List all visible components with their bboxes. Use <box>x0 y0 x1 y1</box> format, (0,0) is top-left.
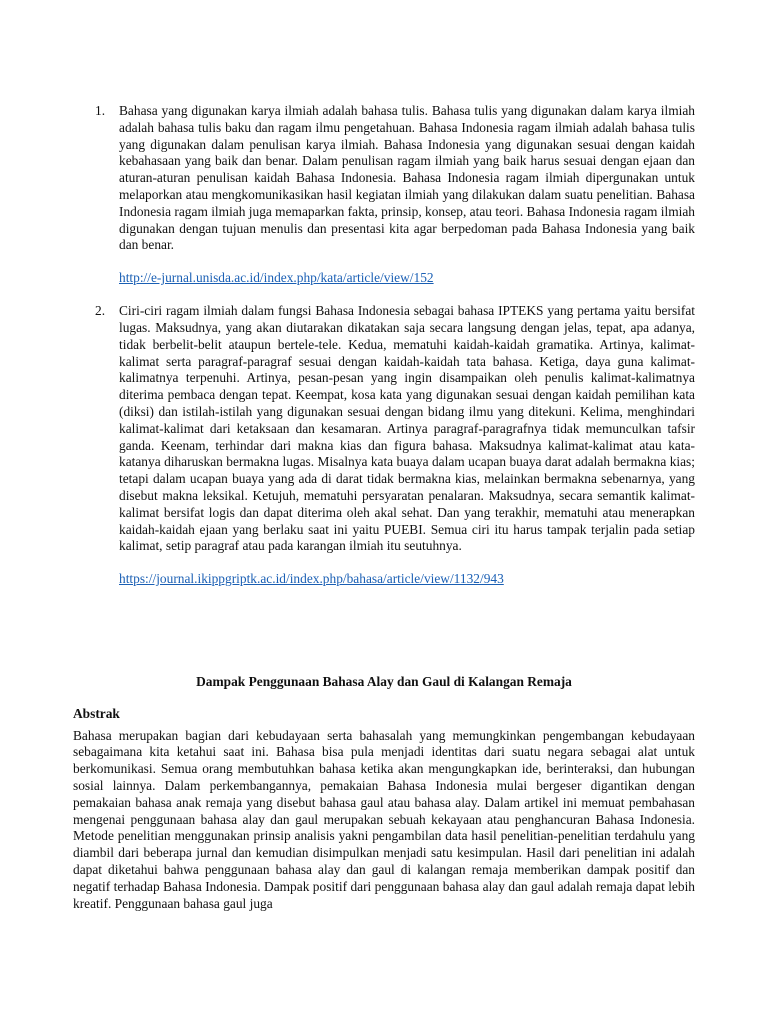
reference-link[interactable]: http://e-jurnal.unisda.ac.id/index.php/kata/article/view/152 <box>119 270 434 286</box>
article-title: Dampak Penggunaan Bahasa Alay dan Gaul di Kalangan Remaja <box>196 674 572 689</box>
reference-link[interactable]: https://journal.ikippgriptk.ac.id/index.php/bahasa/article/view/1132/943 <box>119 571 504 587</box>
article-section <box>73 674 695 912</box>
list-item-paragraph: Ciri-ciri ragam ilmiah dalam fungsi Bahasa Indonesia sebagai bahasa IPTEKS yang pertama yaitu bersifat lugas. Maksudnya, yang akan diutarakan dikatakan saja secara langsung dengan jelas, tepat, apa adanya, tidak berbelit-belit ataupun bertele-tele. Kedua, mematuhi kaidah-kaidah gramatika. Artinya, kalimat-kalimat serta paragraf-paragraf sesuai dengan kaidah-kaidah tata bahasa. Ketiga, daya guna kalimat-kalimatnya terpenuhi. Artinya, pesan-pesan yang ingin disampaikan oleh penulis kalimat-kalimatnya diterima pembaca dengan tepat. Keempat, kosa kata yang digunakan sesuai dengan kaidah pemilihan kata (diksi) dan istilah-istilah yang digunakan sesuai dengan bidang ilmu yang ditekuni. Kelima, menghindari kalimat-kalimat dari ketaksaan dan kesamaran. Artinya paragraf-paragrafnya tidak memunculkan tafsir ganda. Keenam, terhindar dari makna kias dan figura bahasa. Maksudnya kalimat-kalimat atau kata-katanya diharuskan bermakna lugas. Misalnya kata buaya dalam ucapan buaya darat adalah bermakna kias; tetapi dalam ucapan buaya yang ada di darat tidak bermakna kias, melainkan bermakna sebenarnya, yang disebut makna leksikal. Ketujuh, mematuhi persyaratan penalaran. Maksudnya, secara semantik kalimat-kalimat bersifat logis dan dapat diterima oleh akal sehat. Dan yang terakhir, mematuhi atau menerapkan kaidah-kaidah ejaan yang berlaku saat ini yaitu PUEBI. Semua ciri itu harus tampak terjalin pada setiap kalimat, setip paragraf atau pada karangan ilmiah itu seutuhnya. <box>119 303 695 554</box>
abstract-heading: Abstrak <box>73 705 120 721</box>
abstract-paragraph: Bahasa merupakan bagian dari kebudayaan serta bahasalah yang memungkinkan pengembangan kebudayaan sebagaimana kita ketahui saat ini. Bahasa bisa pula menjadi identitas dari suatu negara sebagai alat untuk berkomunikasi. Semua orang membutuhkan bahasa ketika akan mengungkapkan ide, berinteraksi, dan hubungan sosial lainnya. Dalam perkembangannya, pemakaian Bahasa Indonesia mulai bergeser digantikan dengan pemakaian bahasa anak remaja yang disebut bahasa gaul atau bahasa alay. Dalam artikel ini memuat pembahasan mengenai penggunaan bahasa alay dan gaul merupakan sebuah kekayaan atau penghancuran Bahasa Indonesia. Metode penelitian menggunakan prinsip analisis yakni pengambilan data hasil penelitian-penelitian terdahulu yang diambil dari beberapa jurnal dan kemudian disimpulkan menjadi satu kesimpulan. Hasil dari penelitian ini adalah dapat diketahui bahwa penggunaan bahasa alay dan gaul di kalangan remaja memberikan dampak positif dan negatif terhadap Bahasa Indonesia. Dampak positif dari penggunaan bahasa alay dan gaul adalah remaja dapat lebih kreatif. Penggunaan bahasa gaul juga <box>73 727 695 911</box>
list-item-number: 2. <box>95 303 106 319</box>
list-item-number: 1. <box>95 103 106 118</box>
numbered-list <box>95 103 695 588</box>
list-item-paragraph: Bahasa yang digunakan karya ilmiah adalah bahasa tulis. Bahasa tulis yang digunakan dalam karya ilmiah adalah bahasa tulis baku dan ragam ilmu pengetahuan. Bahasa Indonesia ragam ilmiah adalah bahasa tulis yang digunakan dalam penulisan karya ilmiah. Bahasa Indonesia yang digunakan sesuai dengan kaidah kebahasaan yang baik dan benar. Dalam penulisan ragam ilmiah yang baik harus sesuai dengan ejaan dan aturan-aturan penulisan kaidah Bahasa Indonesia. Bahasa Indonesia ragam ilmiah dipergunakan untuk melaporkan atau mengkomunikasikan hasil kegiatan ilmiah yang dilakukan dalam suatu penelitian. Bahasa Indonesia ragam ilmiah juga memaparkan fakta, prinsip, konsep, atau teori. Bahasa Indonesia ragam ilmiah digunakan dengan tujuan menulis dan presentasi kita agar berpedoman pada Bahasa Indonesia yang baik dan benar. <box>119 103 695 253</box>
list-item <box>95 103 695 287</box>
list-item <box>95 303 695 588</box>
